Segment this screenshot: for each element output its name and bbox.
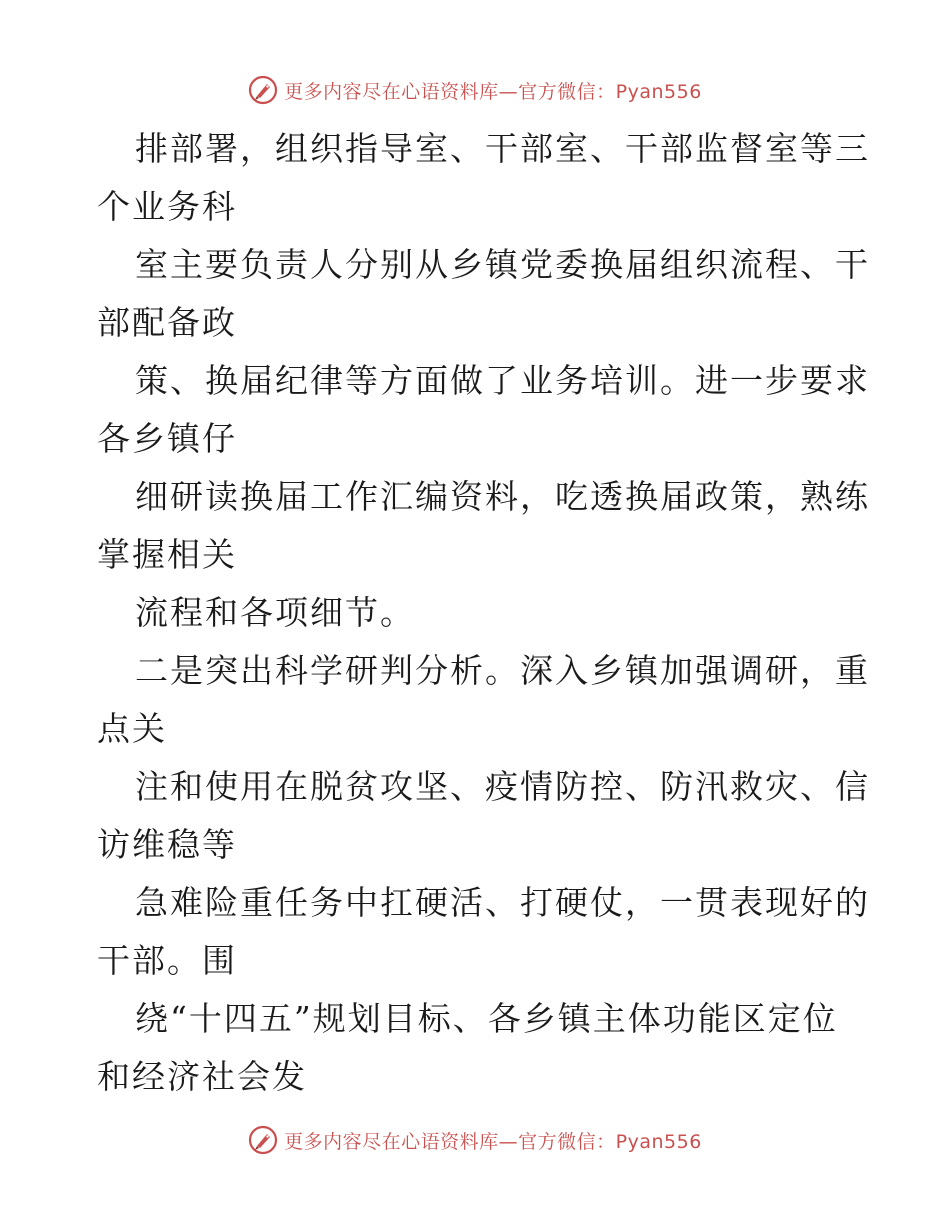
body-line: 注和使用在脱贫攻坚、疫情防控、防汛救灾、信 (135, 767, 870, 806)
header-banner (0, 70, 950, 110)
body-line: 绕“十四五”规划目标、各乡镇主体功能区定位 (135, 999, 838, 1038)
body-line: 室主要负责人分别从乡镇党委换届组织流程、干 (135, 245, 870, 284)
footer-banner-text: 更多内容尽在心语资料库—官方微信：Pyan556 (284, 1130, 702, 1153)
pen-nib-logo-icon (248, 75, 278, 105)
body-line: 访维稳等 (97, 825, 237, 864)
body-line: 部配备政 (97, 303, 237, 342)
body-line: 各乡镇仔 (97, 419, 237, 458)
body-line: 策、换届纪律等方面做了业务培训。进一步要求 (135, 361, 870, 400)
body-line: 排部署，组织指导室、干部室、干部监督室等三 (135, 129, 870, 168)
body-line: 和经济社会发 (97, 1057, 307, 1096)
body-line: 掌握相关 (97, 535, 237, 574)
body-line: 点关 (97, 709, 167, 748)
body-line: 流程和各项细节。 (135, 593, 415, 632)
header-banner-text: 更多内容尽在心语资料库—官方微信：Pyan556 (284, 80, 702, 103)
body-line: 干部。围 (97, 941, 237, 980)
body-line: 个业务科 (97, 187, 237, 226)
body-line: 细研读换届工作汇编资料，吃透换届政策，熟练 (135, 477, 870, 516)
body-line: 二是突出科学研判分析。深入乡镇加强调研，重 (135, 651, 870, 690)
body-line: 急难险重任务中扛硬活、打硬仗，一贯表现好的 (135, 883, 870, 922)
footer-banner (0, 1120, 950, 1160)
pen-nib-logo-icon (248, 1125, 278, 1155)
document-body (97, 120, 870, 1106)
